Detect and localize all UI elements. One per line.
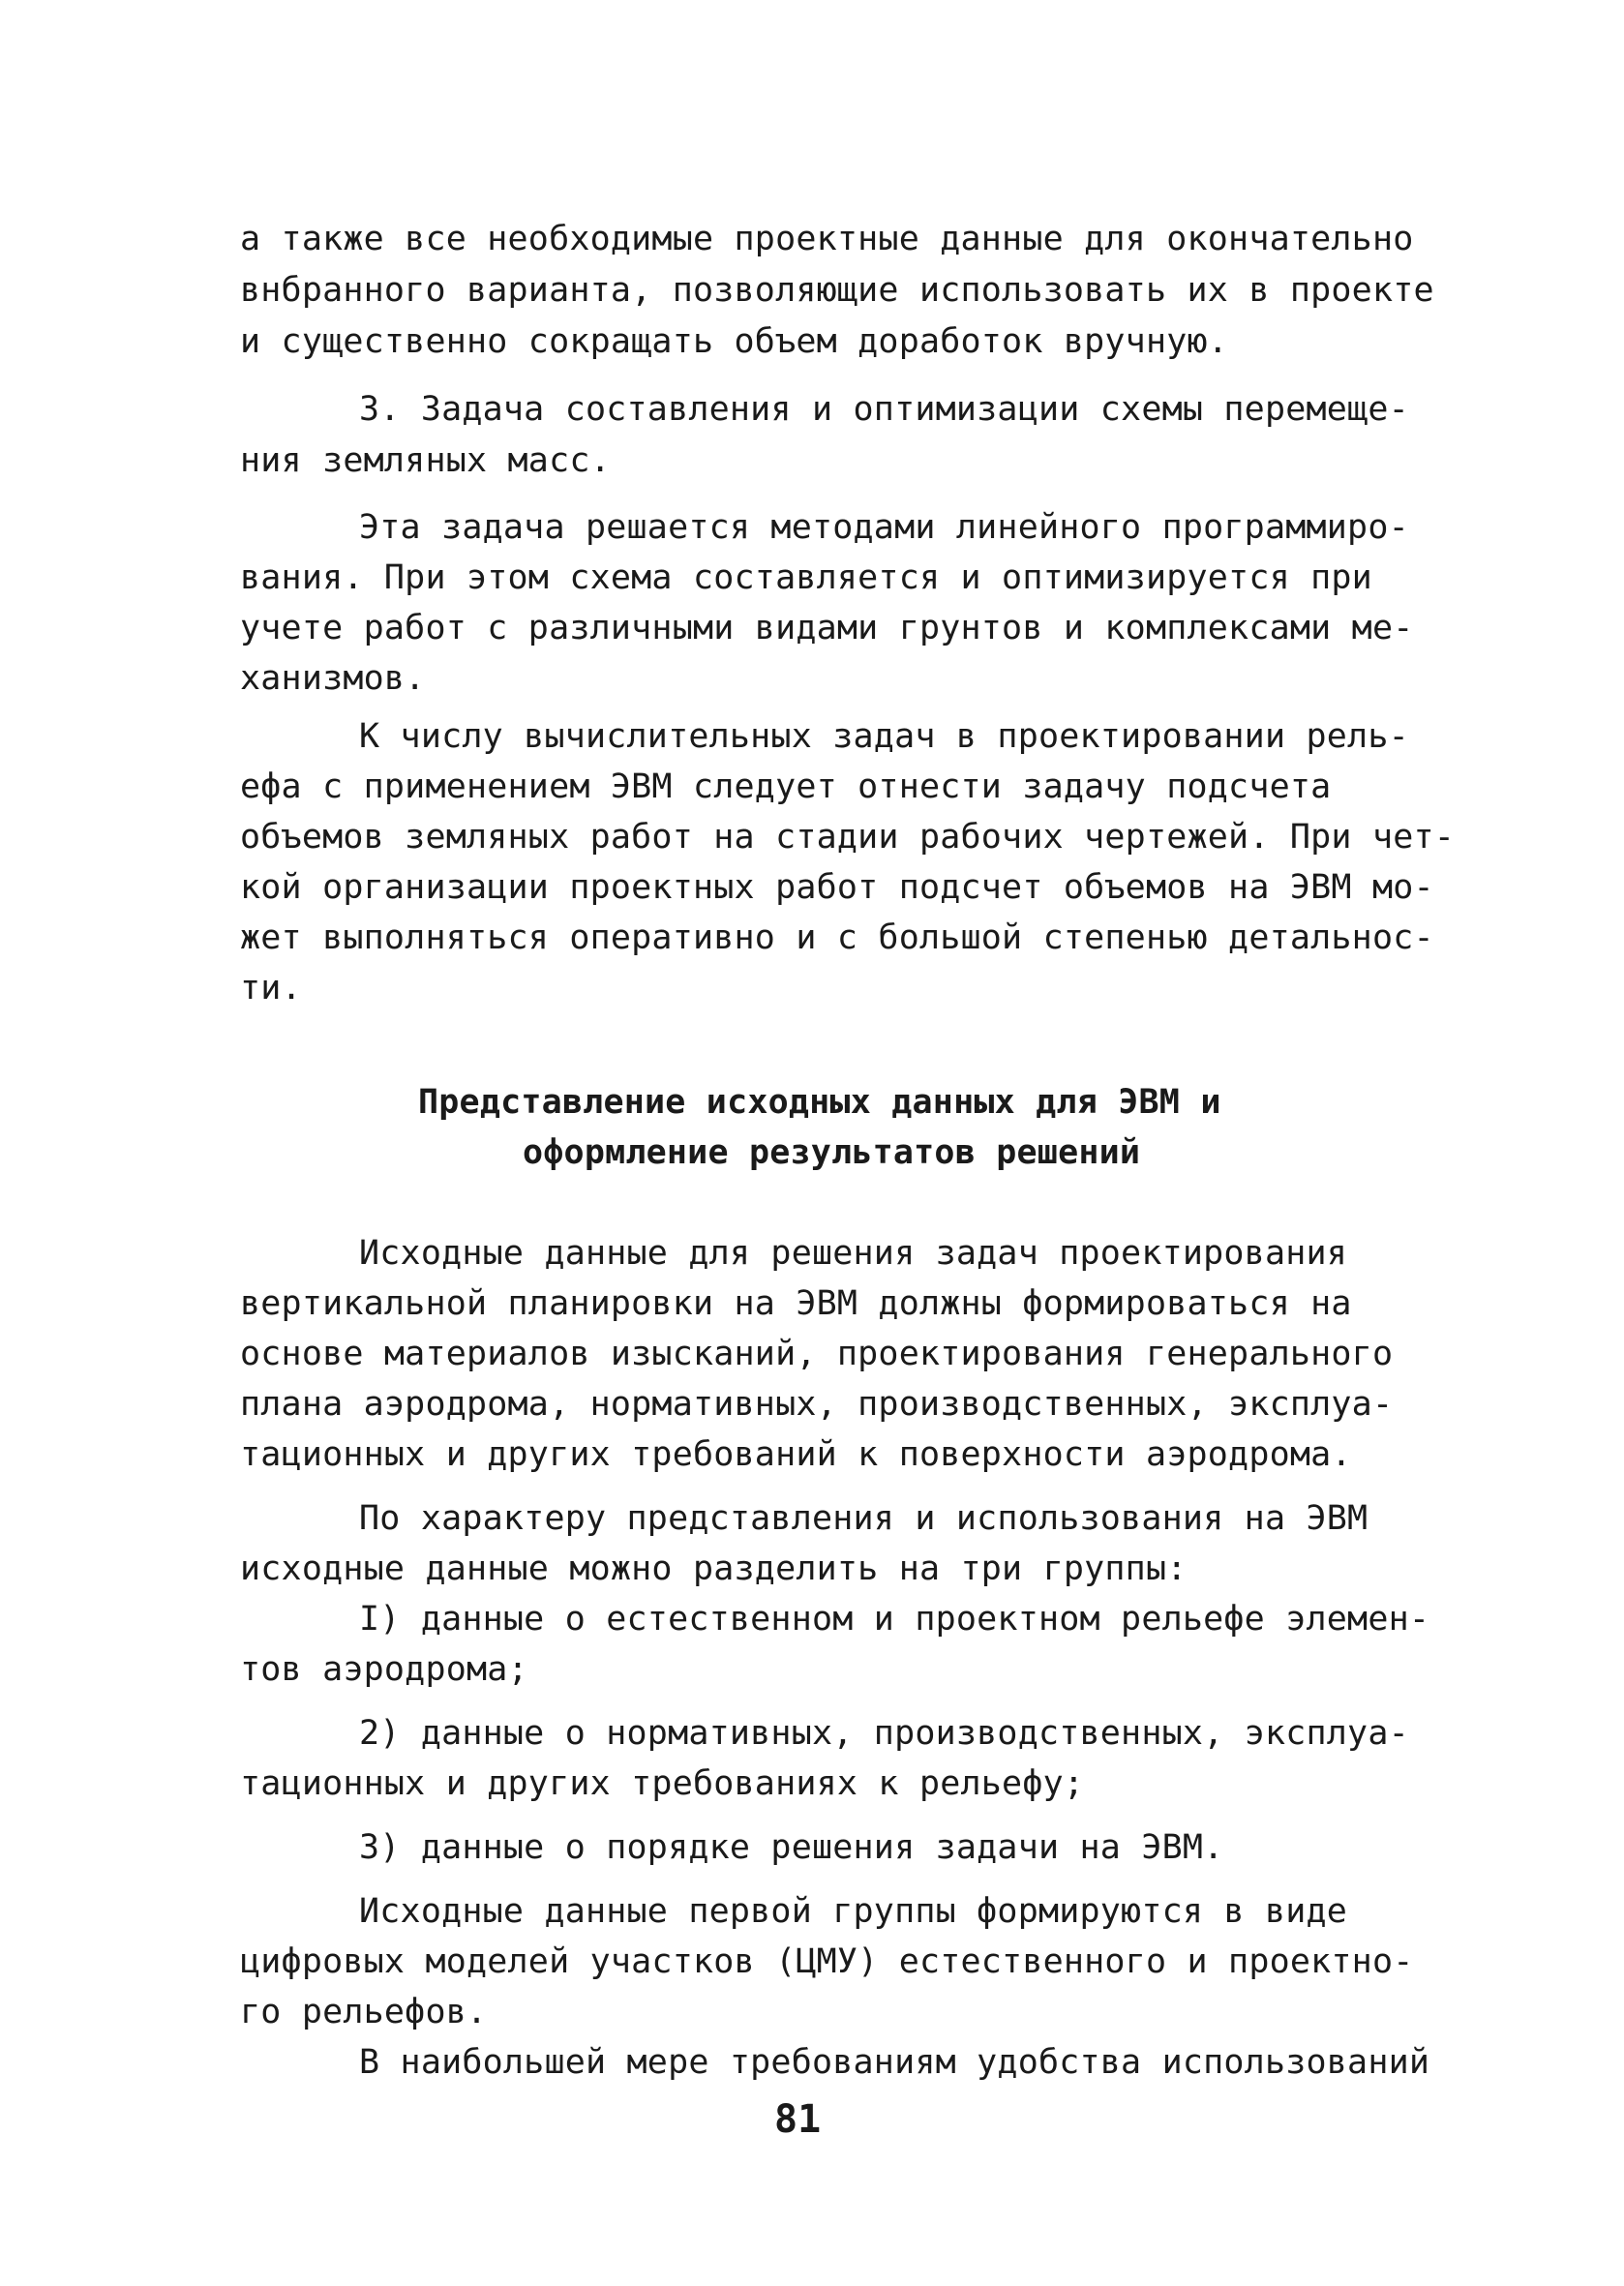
- text-line: ханизмов.: [240, 659, 426, 698]
- list-item: 2) данные о нормативных, производственных, эксплуа-: [359, 1714, 1409, 1753]
- text-line: Исходные данные первой группы формируются в виде: [359, 1892, 1348, 1931]
- text-line: исходные данные можно разделить на три группы:: [240, 1549, 1188, 1588]
- section-heading: оформление результатов решений: [523, 1133, 1141, 1172]
- text-line: вания. При этом схема составляется и оптимизируется при: [240, 558, 1372, 597]
- text-line: го рельефов.: [240, 1993, 488, 2031]
- text-line: плана аэродрома, нормативных, производственных, эксплуа-: [240, 1385, 1394, 1424]
- text-line: ти.: [240, 969, 302, 1008]
- text-line: ния земляных масс.: [240, 441, 611, 480]
- text-line: тационных и других требований к поверхности аэродрома.: [240, 1435, 1352, 1474]
- text-line: учете работ с различными видами грунтов и комплексами ме-: [240, 609, 1414, 647]
- text-line: вертикальной планировки на ЭВМ должны формироваться на: [240, 1284, 1352, 1323]
- text-line: объемов земляных работ на стадии рабочих чертежей. При чет-: [240, 818, 1456, 857]
- text-line: а также все необходимые проектные данные для окончательно: [240, 220, 1414, 258]
- text-line: К числу вычислительных задач в проектировании рель-: [359, 717, 1409, 756]
- text-line: По характеру представления и использования на ЭВМ: [359, 1499, 1368, 1538]
- list-item: I) данные о естественном и проектном рельефе элемен-: [359, 1600, 1430, 1639]
- text-line: ефа с применением ЭВМ следует отнести задачу подсчета: [240, 767, 1332, 806]
- page-number: 81: [774, 2097, 822, 2142]
- list-item: 3) данные о порядке решения задачи на ЭВМ.: [359, 1828, 1224, 1867]
- text-line: тов аэродрома;: [240, 1650, 528, 1689]
- text-line: основе материалов изысканий, проектирования генерального: [240, 1335, 1394, 1373]
- text-line: жет выполняться оперативно и с большой степенью детальнос-: [240, 918, 1434, 957]
- text-line: Исходные данные для решения задач проектирования: [359, 1234, 1348, 1273]
- section-heading: Представление исходных данных для ЭВМ и: [418, 1083, 1221, 1122]
- text-line: и существенно сокращать объем доработок вручную.: [240, 322, 1229, 361]
- text-line: внбранного варианта, позволяющие использовать их в проекте: [240, 271, 1434, 310]
- text-line: кой организации проектных работ подсчет объемов на ЭВМ мо-: [240, 868, 1434, 907]
- text-line: цифровых моделей участков (ЦМУ) естественного и проектно-: [240, 1942, 1414, 1981]
- text-line: В наибольшей мере требованиям удобства использований: [359, 2043, 1430, 2082]
- text-line: тационных и других требованиях к рельефу;: [240, 1764, 1085, 1803]
- text-line: 3. Задача составления и оптимизации схемы перемеще-: [359, 390, 1409, 429]
- text-line: Эта задача решается методами линейного программиро-: [359, 508, 1409, 547]
